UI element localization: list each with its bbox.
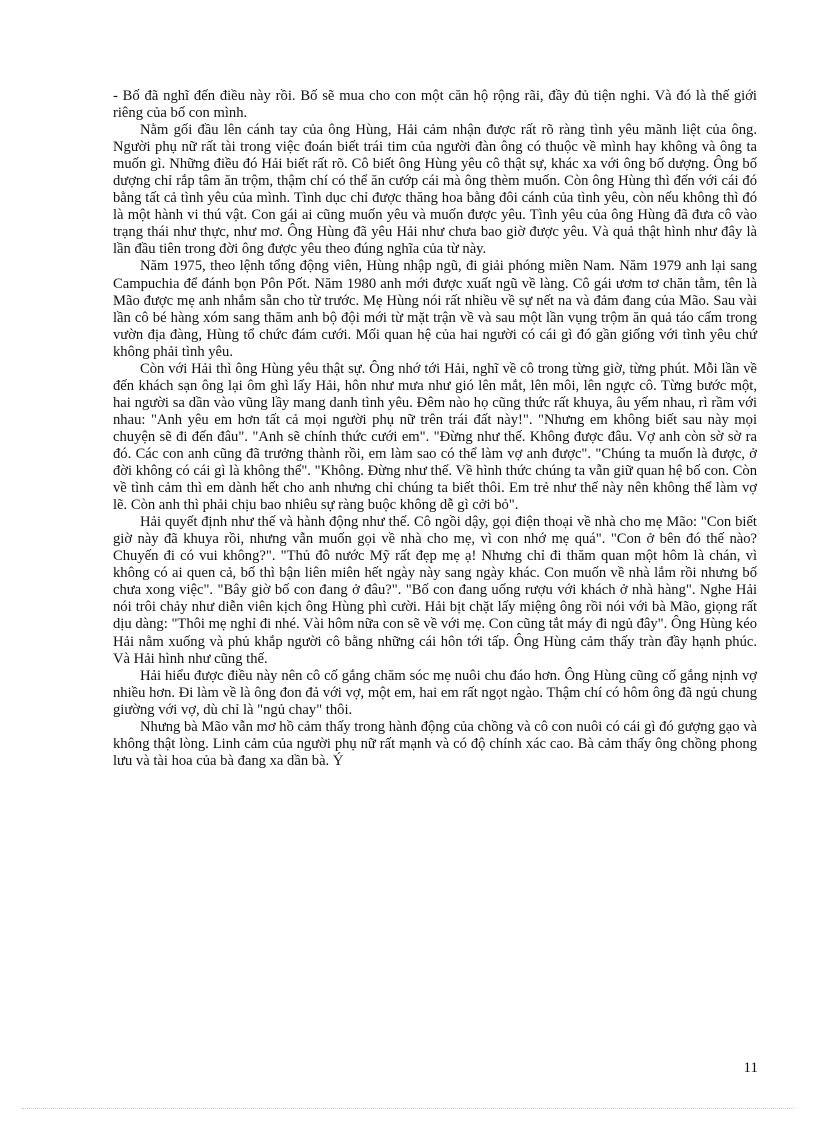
paragraph-1: - Bố đã nghĩ đến điều này rồi. Bố sẽ mua cho con một căn hộ rộng rãi, đầy đủ tiện nghi. Và đó là thế giới riêng của bố con mình. <box>113 88 757 122</box>
page-number: 11 <box>743 1060 758 1076</box>
paragraph-7: Nhưng bà Mão vẫn mơ hồ cảm thấy trong hành động của chồng và cô con nuôi có cái gì đó gượng gạo và không thật lòng. Linh cảm của người phụ nữ rất mạnh và có độ chính xác cao. Bà cảm thấy ông chồng phong lưu và tài hoa của bà đang xa dần bà. Ý <box>113 718 757 769</box>
paragraph-2: Nằm gối đầu lên cánh tay của ông Hùng, Hải cảm nhận được rất rõ ràng tình yêu mãnh liệt của ông. Người phụ nữ rất tài trong việc đoán biết trái tim của người đàn ông có thuộc về mình hay không và ông ta muốn gì. Những điều đó Hải biết rất rõ. Cô biết ông Hùng yêu cô thật sự, khác xa với ông bố dượng. Ông bố dượng chỉ rắp tâm ăn trộm, thậm chí có thể ăn cướp cái mà ông thèm muốn. Còn ông Hùng thì đến với cái đó bằng tất cả tình yêu của mình. Tình dục chỉ được thăng hoa bằng đôi cánh của tình yêu, còn nếu không thì đó là một hành vi thú vật. Con gái ai cũng muốn yêu và muốn được yêu. Tình yêu của ông Hùng đã đưa cô vào trạng thái như thực, như mơ. Ông Hùng đã yêu Hải như chưa bao giờ được yêu. Và quả thật hình như đây là lần đầu tiên trong đời ông được yêu theo đúng nghĩa của từ này. <box>113 122 757 258</box>
paragraph-3: Năm 1975, theo lệnh tổng động viên, Hùng nhập ngũ, đi giải phóng miền Nam. Năm 1979 anh lại sang Campuchia để đánh bọn Pôn Pốt. Năm 1980 anh mới được xuất ngũ về làng. Cô gái ươm tơ chăn tằm, tên là Mão được mẹ anh nhắm sẵn cho từ trước. Mẹ Hùng nói rất nhiều về sự nết na và đảm đang của Mão. Sau vài lần cô bé hàng xóm sang thăm anh bộ đội mới từ mặt trận về và sau một lần vụng trộm ăn quả táo cấm trong vườn địa đàng, Hùng tổ chức đám cưới. Mối quan hệ của hai người có cái gì đó gần giống với tình yêu chứ không phải tình yêu. <box>113 258 757 360</box>
footer-divider <box>22 1108 794 1109</box>
paragraph-5: Hải quyết định như thế và hành động như thế. Cô ngồi dậy, gọi điện thoại về nhà cho mẹ Mão: "Con biết giờ này đã khuya rồi, nhưng vẫn muốn gọi về nhà cho mẹ, vì con nhớ mẹ quá". "Con ở bên đó thế nào? Chuyến đi có vui không?". "Thủ đô nước Mỹ rất đẹp mẹ ạ! Nhưng chỉ đi thăm quan một hôm là chán, vì không có ai quen cả, bố thì bận liên miên hết ngày này sang ngày khác. Con muốn về nhà lắm rồi nhưng bố chưa xong việc". "Bây giờ bố con đang ở đâu?". "Bố con đang uống rượu với khách ở nhà hàng". Nghe Hải nói trôi chảy như diễn viên kịch ông Hùng phì cười. Hải bịt chặt lấy miệng ông rồi nói với bà Mão, giọng rất dịu dàng: "Thôi mẹ nghỉ đi nhé. Vài hôm nữa con sẽ về với mẹ. Con cũng tắt máy đi ngủ đây". Ông Hùng kéo Hải nằm xuống và phủ khắp người cô bằng những cái hôn tới tấp. Ông Hùng cảm thấy tràn đầy hạnh phúc. Và Hải hình như cũng thế. <box>113 514 757 667</box>
paragraph-4: Còn với Hải thì ông Hùng yêu thật sự. Ông nhớ tới Hải, nghĩ về cô trong từng giờ, từng phút. Mỗi lần về đến khách sạn ông lại ôm ghì lấy Hải, hôn như mưa như gió lên mắt, lên môi, lên ngực cô. Từng bước một, hai người sa dần vào vũng lầy mang danh tình yêu. Đêm nào họ cũng thức rất khuya, âu yếm nhau, rì rầm với nhau: "Anh yêu em hơn tất cả mọi người phụ nữ trên trái đất này!". "Nhưng em không biết sau này mọi chuyện sẽ đi đến đâu". "Anh sẽ chính thức cưới em". "Đừng như thế. Không được đâu. Vợ anh còn sờ sờ ra đó. Các con anh cũng đã trưởng thành rồi, em làm sao có thể làm vợ anh được". "Chúng ta muốn là được, ở đời không có cái gì là không thể". "Không. Đừng như thế. Về hình thức chúng ta vẫn giữ quan hệ bố con. Còn về tình cảm thì em dành hết cho anh nhưng chỉ chúng ta biết thôi. Em trẻ như thế này nên không thể làm vợ lẽ. Còn anh thì phải chịu bao nhiêu sự ràng buộc không dễ gì cởi bỏ". <box>113 360 757 514</box>
body-text <box>113 88 757 770</box>
paragraph-6: Hải hiểu được điều này nên cô cố gắng chăm sóc mẹ nuôi chu đáo hơn. Ông Hùng cũng cố gắng nịnh vợ nhiều hơn. Đi làm về là ông đon đả với vợ, một em, hai em rất ngọt ngào. Thậm chí có hôm ông đã ngủ chung giường với vợ, dù chỉ là "ngủ chay" thôi. <box>113 667 757 718</box>
